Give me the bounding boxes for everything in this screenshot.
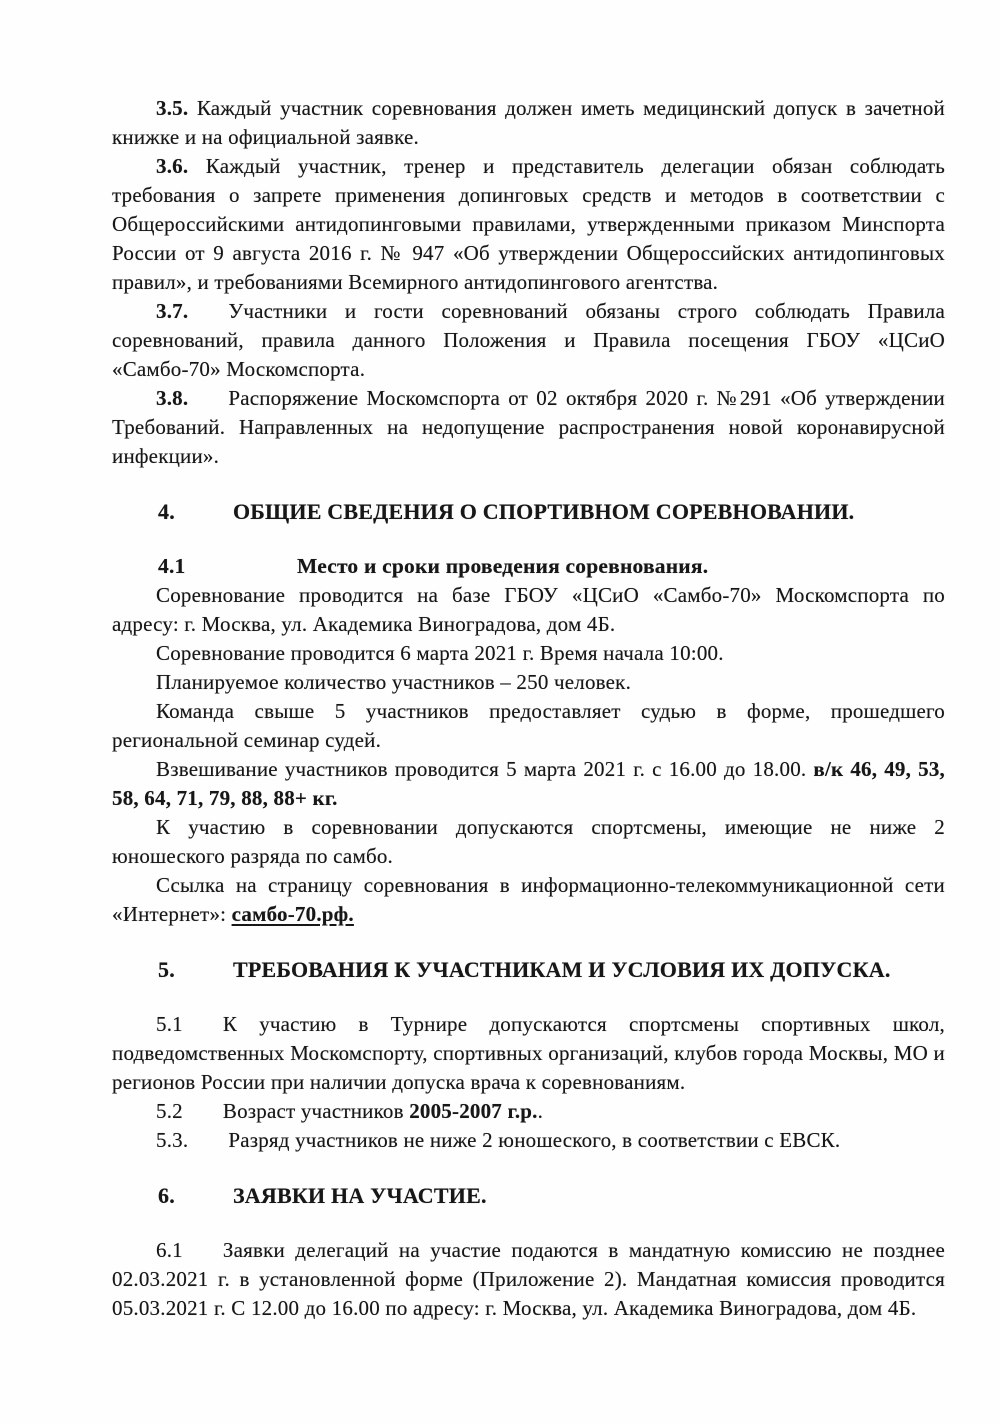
text-run: Планируемое количество участников – 250 человек. xyxy=(156,670,632,694)
text-run: К участию в соревновании допускаются спортсмены, имеющие не ниже 2 юношеского разряда по самбо. xyxy=(112,815,945,868)
section-number: 6. xyxy=(158,1183,175,1208)
text-run: 3.8. xyxy=(156,386,189,410)
section-title: ЗАЯВКИ НА УЧАСТИЕ. xyxy=(233,1183,487,1208)
paragraph xyxy=(112,581,945,639)
paragraph xyxy=(112,1126,945,1155)
paragraph xyxy=(112,639,945,668)
text-run: 5.1 xyxy=(156,1012,183,1036)
text-run: 6.1 xyxy=(156,1238,183,1262)
paragraph xyxy=(112,668,945,697)
paragraph xyxy=(112,871,945,929)
text-run: Соревнование проводится 6 марта 2021 г. Время начала 10:00. xyxy=(156,641,724,665)
section-number: 4.1 xyxy=(158,554,186,578)
text-run: Участники и гости соревнований обязаны строго соблюдать Правила соревнований, правила данного Положения и Правила посещения ГБОУ «ЦСиО «Самбо-70» Москомспорта. xyxy=(112,299,945,381)
text-run: К участию в Турнире допускаются спортсмены спортивных школ, подведомственных Москомспорту, спортивных организаций, клубов города Москвы, МО и регионов России при наличии допуска врача к соревнованиям. xyxy=(112,1012,945,1094)
text-run: Распоряжение Москомспорта от 02 октября 2020 г. №291 «Об утверждении Требований. Направленных на недопущение распространения новой коронавирусной инфекции». xyxy=(112,386,945,468)
paragraph xyxy=(112,813,945,871)
section-heading xyxy=(112,497,945,526)
section-number: 4. xyxy=(158,499,175,524)
website-link-text: самбо-70.рф. xyxy=(231,902,354,926)
paragraph xyxy=(112,384,945,471)
text-run: Соревнование проводится на базе ГБОУ «ЦСиО «Самбо-70» Москомспорта по адресу: г. Москва, ул. Академика Виноградова, дом 4Б. xyxy=(112,583,945,636)
text-run: 3.6. xyxy=(156,154,189,178)
text-run: Разряд участников не ниже 2 юношеского, в соответствии с ЕВСК. xyxy=(228,1128,841,1152)
text-run: 5.2 xyxy=(156,1099,183,1123)
sub-section-heading xyxy=(112,552,945,581)
paragraph xyxy=(112,152,945,297)
text-run: Возраст участников xyxy=(222,1099,410,1123)
text-run: Команда свыше 5 участников предоставляет судью в форме, прошедшего региональной семинар судей. xyxy=(112,699,945,752)
section-number: 5. xyxy=(158,957,175,982)
paragraph xyxy=(112,697,945,755)
paragraph xyxy=(112,1010,945,1097)
paragraph xyxy=(112,94,945,152)
text-run: в/к 46, 49, 53, 58, 64, 71, 79, 88, 88+ кг. xyxy=(112,757,945,810)
document-body xyxy=(112,94,945,1323)
paragraph xyxy=(112,1097,945,1126)
text-run: Заявки делегаций на участие подаются в мандатную комиссию не позднее 02.03.2021 г. в установленной форме (Приложение 2). Мандатная комиссия проводится 05.03.2021 г. С 12.00 до 16.00 по адресу: г. Москва, ул. Академика Виноградова, дом 4Б. xyxy=(112,1238,945,1320)
section-title: Место и сроки проведения соревнования. xyxy=(297,554,709,578)
section-title: ОБЩИЕ СВЕДЕНИЯ О СПОРТИВНОМ СОРЕВНОВАНИИ. xyxy=(233,499,855,524)
section-heading xyxy=(112,955,945,984)
text-run: 2005-2007 г.р. xyxy=(409,1099,538,1123)
text-run: 3.5. xyxy=(156,96,189,120)
section-heading xyxy=(112,1181,945,1210)
text-run: Каждый участник соревнования должен иметь медицинский допуск в зачетной книжке и на официальной заявке. xyxy=(112,96,945,149)
text-run: Каждый участник, тренер и представитель делегации обязан соблюдать требования о запрете применения допинговых средств и методов в соответствии с Общероссийскими антидопинговыми правилами, утвержденными приказом Минспорта России от 9 августа 2016 г. № 947 «Об утверждении Общероссийских антидопинговых правил», и требованиями Всемирного антидопингового агентства. xyxy=(112,154,945,294)
text-run: Взвешивание участников проводится 5 марта 2021 г. с 16.00 до 18.00. xyxy=(156,757,814,781)
text-run: 5.3. xyxy=(156,1128,189,1152)
section-title: ТРЕБОВАНИЯ К УЧАСТНИКАМ И УСЛОВИЯ ИХ ДОПУСКА. xyxy=(233,957,891,982)
text-run: Ссылка на страницу соревнования в информационно-телекоммуникационной сети «Интернет»: xyxy=(112,873,945,926)
text-run: . xyxy=(537,1099,544,1123)
paragraph xyxy=(112,297,945,384)
paragraph xyxy=(112,755,945,813)
paragraph xyxy=(112,1236,945,1323)
text-run: 3.7. xyxy=(156,299,189,323)
